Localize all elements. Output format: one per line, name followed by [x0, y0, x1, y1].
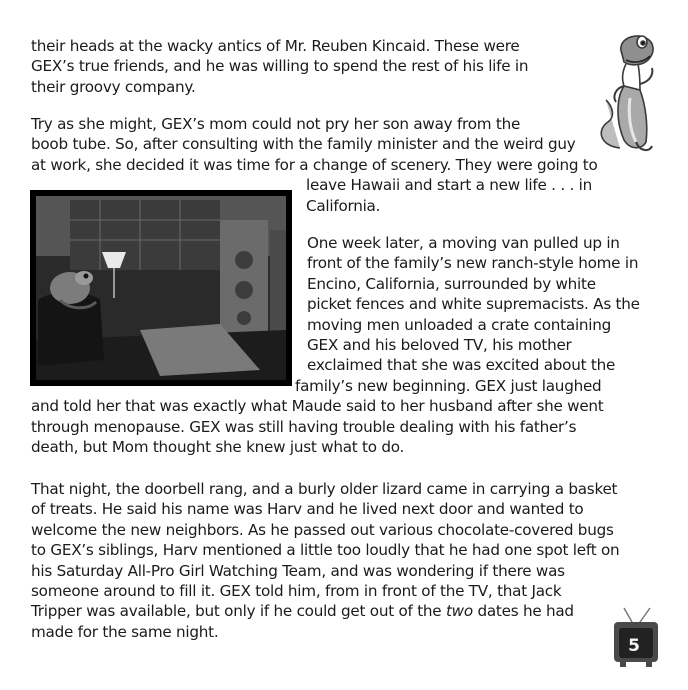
text-line: at work, she decided it was time for a change of scenery. They were going to: [31, 155, 598, 174]
text-line: death, but Mom thought she knew just what to do.: [31, 438, 405, 457]
text-line: [31, 601, 619, 621]
paragraph-1: [31, 36, 528, 97]
text-line: and told her that was exactly what Maude said to her husband after she went: [31, 397, 604, 416]
text-line: through menopause. GEX was still having trouble dealing with his father’s: [31, 417, 577, 436]
text-line: made for the same night.: [31, 622, 219, 641]
text-line: of treats. He said his name was Harv and he lived next door and wanted to: [31, 500, 584, 519]
text-line: California.: [306, 196, 381, 215]
text-line: GEX’s true friends, and he was willing to spend the rest of his life in: [31, 57, 529, 76]
text-line: front of the family’s new ranch-style home in: [307, 254, 639, 273]
text-line-end: dates he had: [472, 602, 574, 621]
text-line-start: Tripper was available, but only if he could get out of the: [31, 602, 446, 621]
page-number: 5: [628, 636, 640, 656]
text-line: exclaimed that she was excited about the: [307, 356, 616, 375]
text-line: to GEX’s siblings, Harv mentioned a little too loudly that he had one spot left on: [31, 541, 620, 560]
text-line: Encino, California, surrounded by white: [307, 274, 596, 293]
text-line: his Saturday All-Pro Girl Watching Team, and was wondering if there was: [31, 561, 565, 580]
text-line: someone around to fill it. GEX told him, from in front of the TV, that Jack: [31, 582, 562, 601]
text-line: GEX and his beloved TV, his mother: [307, 336, 572, 355]
text-line: That night, the doorbell rang, and a burly older lizard came in carrying a basket: [31, 480, 618, 498]
text-line: picket fences and white supremacists. As the: [307, 295, 640, 314]
paragraph-4: [31, 479, 619, 642]
text-line: One week later, a moving van pulled up in: [307, 234, 620, 252]
text-line: leave Hawaii and start a new life . . . in: [306, 176, 592, 195]
italic-word: two: [445, 602, 473, 621]
text-line: family’s new beginning. GEX just laughed: [295, 376, 602, 395]
text-line: their groovy company.: [31, 77, 196, 96]
text-line: Try as she might, GEX’s mom could not pry her son away from the: [31, 115, 521, 133]
text-line: welcome the new neighbors. As he passed out various chocolate-covered bugs: [31, 520, 614, 539]
text-line: boob tube. So, after consulting with the family minister and the weird guy: [31, 135, 576, 154]
text-line: their heads at the wacky antics of Mr. Reuben Kincaid. These were: [31, 37, 520, 55]
text-line: moving men unloaded a crate containing: [307, 315, 612, 334]
paragraph-3: [31, 233, 640, 457]
gecko-icon: [601, 36, 653, 150]
gex-mascot-illustration: [590, 26, 666, 158]
